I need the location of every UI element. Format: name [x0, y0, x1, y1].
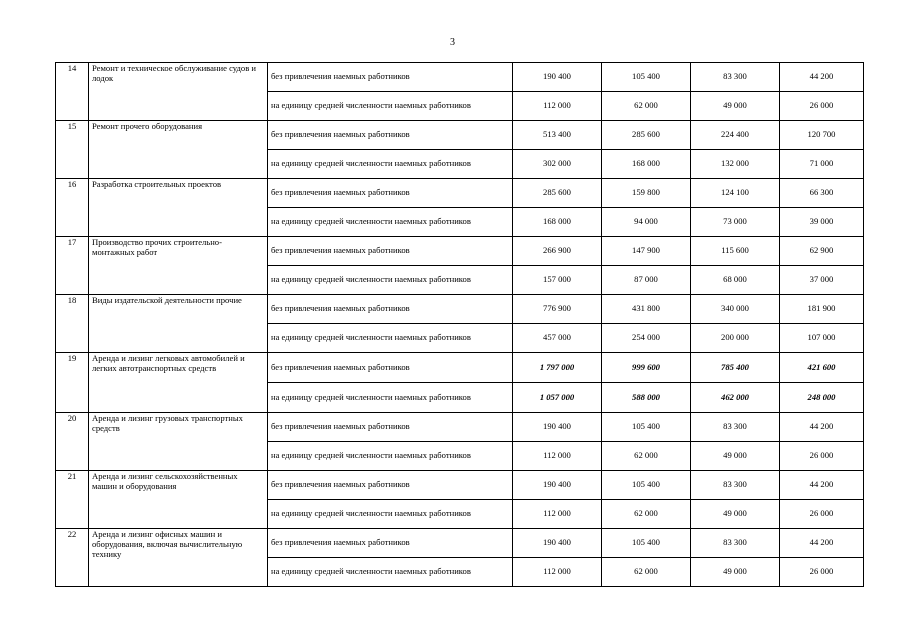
value-cell: 94 000: [602, 208, 691, 237]
value-cell: 513 400: [513, 121, 602, 150]
value-cell: 285 600: [602, 121, 691, 150]
value-cell: 302 000: [513, 150, 602, 179]
value-cell: 83 300: [691, 529, 780, 558]
activity-name: Разработка строительных проектов: [89, 179, 268, 237]
value-cell: 421 600: [780, 353, 864, 383]
value-cell: 49 000: [691, 500, 780, 529]
row-number: 14: [56, 63, 89, 121]
value-cell: 120 700: [780, 121, 864, 150]
value-cell: 71 000: [780, 150, 864, 179]
value-cell: 1 797 000: [513, 353, 602, 383]
value-cell: 124 100: [691, 179, 780, 208]
value-cell: 107 000: [780, 324, 864, 353]
table-row: [56, 413, 864, 442]
table-row: [56, 471, 864, 500]
value-cell: 340 000: [691, 295, 780, 324]
value-cell: 115 600: [691, 237, 780, 266]
value-cell: 83 300: [691, 63, 780, 92]
row-number: 21: [56, 471, 89, 529]
table-row: [56, 179, 864, 208]
value-cell: 87 000: [602, 266, 691, 295]
activity-name: Производство прочих строительно-монтажных работ: [89, 237, 268, 295]
condition-no-hired-label: без привлечения наемных работников: [268, 529, 513, 558]
value-cell: 147 900: [602, 237, 691, 266]
value-cell: 62 900: [780, 237, 864, 266]
value-cell: 37 000: [780, 266, 864, 295]
value-cell: 224 400: [691, 121, 780, 150]
page-number: 3: [450, 37, 455, 48]
activity-name: Аренда и лизинг сельскохозяйственных машин и оборудования: [89, 471, 268, 529]
condition-per-unit-label: на единицу средней численности наемных работников: [268, 500, 513, 529]
value-cell: 112 000: [513, 442, 602, 471]
value-cell: 168 000: [513, 208, 602, 237]
value-cell: 44 200: [780, 471, 864, 500]
value-cell: 26 000: [780, 500, 864, 529]
value-cell: 157 000: [513, 266, 602, 295]
value-cell: 105 400: [602, 63, 691, 92]
value-cell: 190 400: [513, 413, 602, 442]
activity-name: Ремонт прочего оборудования: [89, 121, 268, 179]
value-cell: 132 000: [691, 150, 780, 179]
value-cell: 457 000: [513, 324, 602, 353]
condition-per-unit-label: на единицу средней численности наемных работников: [268, 266, 513, 295]
value-cell: 181 900: [780, 295, 864, 324]
value-cell: 62 000: [602, 442, 691, 471]
value-cell: 285 600: [513, 179, 602, 208]
table-row: [56, 63, 864, 92]
value-cell: 62 000: [602, 558, 691, 587]
value-cell: 190 400: [513, 471, 602, 500]
value-cell: 190 400: [513, 63, 602, 92]
table-row: [56, 529, 864, 558]
table-row: [56, 237, 864, 266]
row-number: 20: [56, 413, 89, 471]
activity-name: Ремонт и техническое обслуживание судов и лодок: [89, 63, 268, 121]
condition-per-unit-label: на единицу средней численности наемных работников: [268, 558, 513, 587]
value-cell: 26 000: [780, 558, 864, 587]
value-cell: 112 000: [513, 92, 602, 121]
condition-no-hired-label: без привлечения наемных работников: [268, 121, 513, 150]
value-cell: 62 000: [602, 500, 691, 529]
value-cell: 66 300: [780, 179, 864, 208]
value-cell: 1 057 000: [513, 383, 602, 413]
condition-no-hired-label: без привлечения наемных работников: [268, 237, 513, 266]
value-cell: 776 900: [513, 295, 602, 324]
activity-name: Аренда и лизинг легковых автомобилей и легких автотранспортных средств: [89, 353, 268, 413]
condition-no-hired-label: без привлечения наемных работников: [268, 63, 513, 92]
row-number: 17: [56, 237, 89, 295]
row-number: 18: [56, 295, 89, 353]
value-cell: 248 000: [780, 383, 864, 413]
value-cell: 999 600: [602, 353, 691, 383]
condition-no-hired-label: без привлечения наемных работников: [268, 353, 513, 383]
row-number: 19: [56, 353, 89, 413]
value-cell: 112 000: [513, 500, 602, 529]
condition-per-unit-label: на единицу средней численности наемных работников: [268, 92, 513, 121]
value-cell: 44 200: [780, 529, 864, 558]
table-row: [56, 295, 864, 324]
activity-name: Виды издательской деятельности прочие: [89, 295, 268, 353]
value-cell: 26 000: [780, 442, 864, 471]
value-cell: 49 000: [691, 558, 780, 587]
value-cell: 44 200: [780, 63, 864, 92]
condition-per-unit-label: на единицу средней численности наемных работников: [268, 383, 513, 413]
value-cell: 266 900: [513, 237, 602, 266]
patent-rates-table: [55, 62, 864, 587]
value-cell: 785 400: [691, 353, 780, 383]
value-cell: 83 300: [691, 471, 780, 500]
condition-no-hired-label: без привлечения наемных работников: [268, 295, 513, 324]
value-cell: 168 000: [602, 150, 691, 179]
value-cell: 200 000: [691, 324, 780, 353]
condition-per-unit-label: на единицу средней численности наемных работников: [268, 442, 513, 471]
condition-no-hired-label: без привлечения наемных работников: [268, 179, 513, 208]
value-cell: 44 200: [780, 413, 864, 442]
row-number: 16: [56, 179, 89, 237]
value-cell: 62 000: [602, 92, 691, 121]
value-cell: 26 000: [780, 92, 864, 121]
row-number: 22: [56, 529, 89, 587]
value-cell: 39 000: [780, 208, 864, 237]
value-cell: 254 000: [602, 324, 691, 353]
activity-name: Аренда и лизинг грузовых транспортных средств: [89, 413, 268, 471]
value-cell: 462 000: [691, 383, 780, 413]
condition-no-hired-label: без привлечения наемных работников: [268, 413, 513, 442]
value-cell: 49 000: [691, 92, 780, 121]
value-cell: 105 400: [602, 471, 691, 500]
value-cell: 112 000: [513, 558, 602, 587]
condition-per-unit-label: на единицу средней численности наемных работников: [268, 208, 513, 237]
row-number: 15: [56, 121, 89, 179]
value-cell: 431 800: [602, 295, 691, 324]
activity-name: Аренда и лизинг офисных машин и оборудования, включая вычислительную технику: [89, 529, 268, 587]
table-row: [56, 353, 864, 383]
value-cell: 159 800: [602, 179, 691, 208]
value-cell: 83 300: [691, 413, 780, 442]
value-cell: 588 000: [602, 383, 691, 413]
condition-per-unit-label: на единицу средней численности наемных работников: [268, 150, 513, 179]
table-row: [56, 121, 864, 150]
value-cell: 105 400: [602, 529, 691, 558]
value-cell: 73 000: [691, 208, 780, 237]
value-cell: 49 000: [691, 442, 780, 471]
condition-no-hired-label: без привлечения наемных работников: [268, 471, 513, 500]
value-cell: 190 400: [513, 529, 602, 558]
table-body: [56, 63, 864, 587]
value-cell: 68 000: [691, 266, 780, 295]
value-cell: 105 400: [602, 413, 691, 442]
condition-per-unit-label: на единицу средней численности наемных работников: [268, 324, 513, 353]
